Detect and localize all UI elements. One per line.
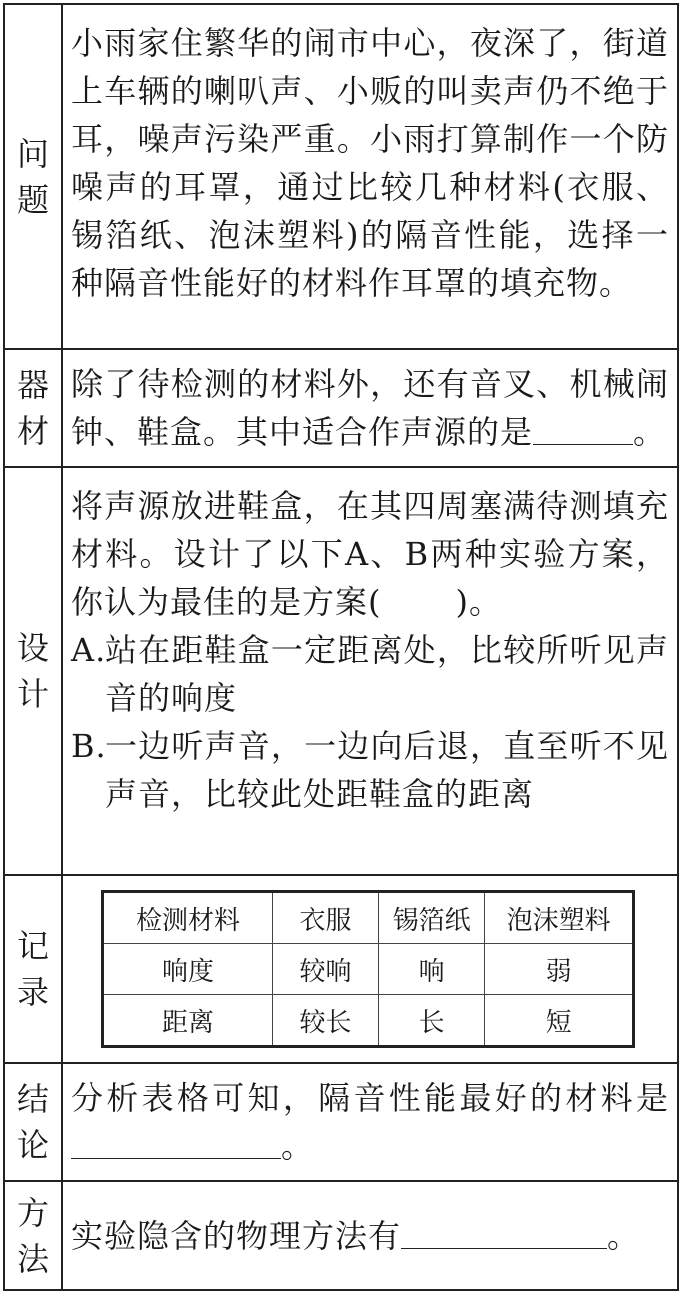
conclusion-label: 结论 (5, 1064, 63, 1180)
equipment-answer-blank[interactable] (533, 414, 633, 445)
problem-row (5, 5, 677, 350)
record-table (101, 890, 635, 1048)
conclusion-text: 分析表格可知，隔音性能最好的材料是。 (71, 1079, 669, 1165)
method-answer-blank[interactable] (401, 1218, 607, 1249)
equipment-text: 除了待检测的材料外，还有音叉、机械闹钟、鞋盒。其中适合作声源的是 。 (71, 365, 669, 451)
record-table-header: 检测材料 衣服 锡箔纸 泡沫塑料 (103, 892, 634, 944)
design-row (5, 468, 677, 876)
record-label: 记录 (5, 876, 63, 1062)
method-text: 实验隐含的物理方法有 。 (71, 1216, 641, 1255)
question-table (3, 3, 679, 1291)
record-table-row: 响度 较响 响 弱 (103, 944, 634, 995)
method-row (5, 1182, 677, 1289)
conclusion-answer-blank[interactable] (71, 1128, 281, 1159)
design-text: 将声源放进鞋盒，在其四周塞满待测填充材料。设计了以下A、B两种实验方案，你认为最佳的是方案( )。 (71, 487, 669, 621)
equipment-row (5, 350, 677, 468)
problem-label: 问题 (5, 5, 63, 348)
record-table-row: 距离 较长 长 短 (103, 995, 634, 1047)
design-option-b: B. 一边听声音，一边向后退，直至听不见声音，比较此处距鞋盒的距离 (71, 727, 669, 813)
design-option-a: A. 站在距鞋盒一定距离处，比较所听见声音的响度 (71, 631, 669, 717)
method-label: 方法 (5, 1182, 63, 1289)
problem-text: 小雨家住繁华的闹市中心，夜深了，街道上车辆的喇叭声、小贩的叫卖声仍不绝于耳，噪声污染严重。小雨打算制作一个防噪声的耳罩，通过比较几种材料(衣服、锡箔纸、泡沫塑料)的隔音性能，选择一种隔音性能好的材料作耳罩的填充物。 (71, 24, 669, 302)
record-row (5, 876, 677, 1064)
equipment-label: 器材 (5, 350, 63, 466)
design-label: 设计 (5, 468, 63, 874)
conclusion-row (5, 1064, 677, 1182)
